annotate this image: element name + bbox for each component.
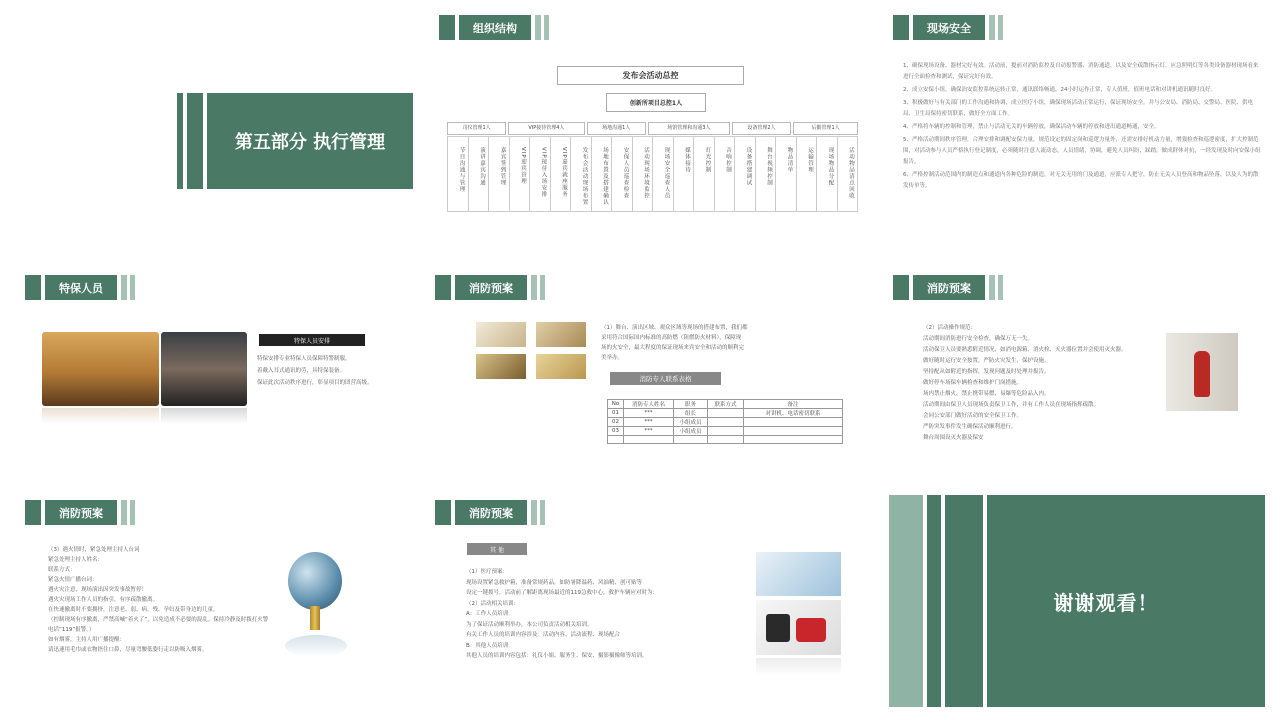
material-photo <box>536 354 586 379</box>
table-header-row <box>608 400 843 409</box>
tag-label: 组织结构 <box>459 15 531 40</box>
td <box>608 436 624 444</box>
td <box>744 436 843 444</box>
text-line: A：工作人员培训 <box>466 611 509 617</box>
extinguisher-icon <box>1194 351 1210 397</box>
duty-cell: 安保人员巡查检查 <box>612 136 633 212</box>
duty-cell: 节目沟通与管理 <box>448 136 469 212</box>
text-line: 着戴入耳式通讯的劳，具特保装备。 <box>257 368 346 374</box>
tag-label: 消防预案 <box>455 275 527 300</box>
paragraph: 1、确保现场设备、器材完好有效。活动前，提前对消防监控及自动报警器、消防通道，以及安全疏散指示灯、应急照明灯等各类设备器材现场看来进行全面检查和测试，保证完好有效。 <box>903 63 1259 80</box>
text-line: 做好停车场保车辆检查和维护门岗措施。 <box>923 380 1023 386</box>
duty-cell: 灯光控制 <box>694 136 715 212</box>
text-line: 现场设置紧急救护箱，准备常规药品，如防暑降温药、风油精、创可贴等 <box>466 579 643 586</box>
text-line: 会同公安部门做好活动的安全保卫工作。 <box>923 413 1023 419</box>
tag-label: 特保人员 <box>45 275 117 300</box>
first-aid-kit-icon <box>796 618 826 642</box>
duty-cell: 舞台视频控制 <box>756 136 777 212</box>
text-line: 如有烟雾，主持人用广播提醒： <box>48 637 126 643</box>
section-tag <box>435 275 545 300</box>
text-line: 采用符合国际国内标准的高防燃（阻燃防火材料），保障现 <box>601 335 742 341</box>
text-line: （控制现场有序撤离，严禁高喊“着火了”，以免造成不必要的混乱。保持冷静及时拨打火警电话“119”报警。） <box>48 617 269 633</box>
text-line: 遇火灾现场工作人员的指引，有序疏散撤离。 <box>48 597 159 603</box>
text-line: B：其他人员培训 <box>466 642 509 649</box>
text-line: 特保安排专业特保人员保障特警制服， <box>257 356 351 362</box>
section-tag <box>25 275 135 300</box>
td: 对讲机、电话密切联系 <box>744 409 843 418</box>
td: 小组成员 <box>674 418 708 427</box>
table-title: 消防专人联系表格 <box>610 372 721 385</box>
text-line: 其他人员的培训内容包括：礼仪小姐、服务生、保安、摄影摄像师等培训。 <box>466 653 648 659</box>
org-group: 后勤管理1人 <box>793 122 858 135</box>
th: 联系方式 <box>708 400 744 409</box>
duty-cell: 嘉宾签到管理 <box>489 136 510 212</box>
material-photo <box>536 322 586 347</box>
text-line: 有关工作人员的培训内容涉及：活动内容、活动流程、现场配合 <box>466 632 621 638</box>
thanks-block <box>987 495 1265 707</box>
org-sub-box: 创新所项目总控1人 <box>606 93 706 112</box>
paragraph: 4、严格将车辆的控制和管理，禁止与活动无关的车辆停放，确保活动车辆的停放和进出通道畅通，安全。 <box>903 124 1160 130</box>
accent-bar <box>945 495 983 707</box>
td <box>708 436 744 444</box>
duty-cell: 设备搭建调试 <box>735 136 756 212</box>
table-row <box>608 409 843 418</box>
text-line: 做好随时运行安全按置，严防火灾发生，保护设施。 <box>923 358 1050 364</box>
duty-cell: VIP迎宾管理 <box>510 136 531 212</box>
security-photo-hall <box>42 332 159 406</box>
tag-label: 消防预案 <box>455 500 527 525</box>
section-label: 特保人员安排 <box>259 334 365 346</box>
tag-label: 消防预案 <box>913 275 985 300</box>
org-groups <box>447 122 858 135</box>
text-line: （1）医疗预案： <box>466 569 508 575</box>
security-photo-agent <box>161 332 247 406</box>
td <box>744 427 843 436</box>
text-line: 场内禁止烟火，禁止携带易燃、易爆等危险品入内。 <box>923 391 1050 397</box>
text-line: 联系方式： <box>48 567 76 573</box>
slide-2[interactable] <box>435 5 865 235</box>
tag-label: 消防预案 <box>45 500 117 525</box>
tag-label: 现场安全 <box>913 15 985 40</box>
text-line: 紧急处理主持人姓名： <box>48 557 104 563</box>
text-line: 遇火灾注意，现场演出因突发事故暂停！ <box>48 587 148 593</box>
org-group: 场地沟通1人 <box>587 122 646 135</box>
text-line: （3）遇火情时，紧急处理主持人台词 <box>48 547 140 553</box>
td: 组长 <box>674 409 708 418</box>
first-aid-photo <box>756 600 841 655</box>
text-line: 设定一键拨号，活动前了解距离现场最近的119急救中心，救护车辆应对时为： <box>466 590 659 596</box>
photo-reflection <box>285 635 347 657</box>
microphone-icon <box>288 552 342 610</box>
section-label: 其 他 <box>467 543 527 555</box>
table-row <box>608 436 843 444</box>
text-line: 场的火安全，最大程度的保证现场来宾安全和活动的顺利完 <box>601 345 745 351</box>
section-title: 第五部分 执行管理 <box>234 132 386 153</box>
slide-5[interactable] <box>435 265 865 480</box>
slide-4[interactable] <box>15 265 425 480</box>
announce-text <box>48 545 273 655</box>
td: 02 <box>608 418 624 427</box>
bag-icon <box>766 614 790 642</box>
slide-8[interactable] <box>435 490 865 715</box>
slide-6[interactable] <box>885 265 1280 480</box>
photo-reflection <box>42 408 159 424</box>
section-tag <box>893 275 1003 300</box>
photo-reflection <box>756 658 841 676</box>
slide-3[interactable] <box>885 5 1280 235</box>
section-tag <box>893 15 1003 40</box>
security-text <box>257 353 417 389</box>
td: 01 <box>608 409 624 418</box>
org-duties <box>447 136 858 212</box>
text-line: 舞台周围设灭火器及保安 <box>923 435 984 441</box>
slide-7[interactable] <box>15 490 425 715</box>
title-block <box>207 93 413 189</box>
th: 消防专人姓名 <box>624 400 674 409</box>
duty-cell: 运输管理 <box>797 136 818 212</box>
duty-cell: VIP嘉宾就座服务 <box>551 136 572 212</box>
contact-table <box>607 399 843 444</box>
text-line: 活动保卫人员要熟悉附近情况，如消电源箱、消火栓、灭火器位置并会使用灭火器。 <box>923 347 1127 353</box>
paragraph: 5、严格活动期间秩序管理，合理安排和调配安保力量，规范设定的固定岗和巡逻力量外，还需安排好机动力量，增强检查和巡逻密度，扩大控制范围，对活动参与人员严格执行登记制度，必须随时注意人流动态，人员情绪，协调，避免人员纠纷，踩踏，做成群体对抗，一经发现及时向安保小组报告。 <box>903 137 1261 165</box>
thanks-title: 谢谢观看！ <box>1053 590 1159 615</box>
text-line: 美举办。 <box>601 355 624 361</box>
th: 职务 <box>674 400 708 409</box>
td <box>624 436 674 444</box>
accent-bar <box>927 495 941 707</box>
intro-text <box>601 323 801 363</box>
duty-cell: 现场安全巡查人员 <box>653 136 674 212</box>
td: 03 <box>608 427 624 436</box>
text-line: 为了保证活动顺利举办，本公司负责活动相关培训。 <box>466 621 593 628</box>
safety-text <box>903 61 1261 192</box>
accent-bar <box>889 495 923 707</box>
material-photo <box>476 354 526 379</box>
material-photo <box>476 322 526 347</box>
text-line: 活动期间由保卫人员现场负责保卫工作，并有工作人员在现场指挥疏散。 <box>923 402 1100 408</box>
org-top-box: 发布会活动总控 <box>557 66 744 85</box>
text-line: （1）舞台、演出区域、观众区域等现场的搭建布置，我们都 <box>601 325 748 331</box>
text-line: 请迅速用毛巾或衣物捂住口鼻，尽量弯腰低姿行走以防吸入烟雾。 <box>48 647 208 653</box>
duty-cell: 音响控制 <box>715 136 736 212</box>
text-line: （2）活动操作规范： <box>923 325 976 331</box>
duty-cell: 场地布置及搭建确认 <box>592 136 613 212</box>
paragraph: 6、严格控制活动范围内的制造点和通道内各种危险的制造，对无关无用的门及通道，应派专人把守，防止无关人员登高和物品坠落，以及人为的散发传单等。 <box>903 172 1259 189</box>
table-row <box>608 427 843 436</box>
paragraph: 2、成立安保小组，确保治安监控系统运转正常，通讯联络畅通，24小时运作正常，专人值班，值班电话和对讲机通讯随时良好。 <box>903 87 1217 93</box>
td: *** <box>624 409 674 418</box>
accent-bar <box>187 93 203 189</box>
duty-cell: 活动现场环境监控 <box>633 136 654 212</box>
microphone-photo <box>282 550 352 632</box>
text-line: 紧急火情广播台词： <box>48 577 98 583</box>
text-line: （2）活动相关培训： <box>466 600 519 607</box>
td: *** <box>624 427 674 436</box>
org-group: VIP接待管理4人 <box>508 122 584 135</box>
extinguisher-photo <box>1166 333 1238 411</box>
text-line: 保证此次活动秩序进行，彰显项目的团营高级。 <box>257 380 373 386</box>
section-tag <box>25 500 135 525</box>
td <box>744 418 843 427</box>
td <box>708 409 744 418</box>
text-line: 活动期间消防进行安全检查，确保万无一失。 <box>923 336 1034 342</box>
accent-bar <box>177 93 183 189</box>
section-tag <box>439 15 549 40</box>
text-line: 坚持配从如附近的指挥，发现问题及时处理并报告。 <box>923 369 1050 375</box>
paragraph: 3、积极做好与有关部门的工作沟通和协调，成立医疗小组，确保现场活动正常运行，保证现场安全。并与公安局、消防局、交警局、医院、供电局、卫生局保持密切联系，做好全方面工作。 <box>903 100 1254 117</box>
section-tag <box>435 500 545 525</box>
org-group: 设备管理2人 <box>732 122 791 135</box>
td <box>708 427 744 436</box>
td: *** <box>624 418 674 427</box>
table-row <box>608 418 843 427</box>
td <box>708 418 744 427</box>
medical-photo <box>756 552 841 596</box>
duty-cell: 媒体接待 <box>674 136 695 212</box>
td <box>674 436 708 444</box>
duty-cell: 现场物品分配 <box>817 136 838 212</box>
other-text <box>466 567 736 662</box>
slide-9[interactable] <box>885 490 1280 715</box>
slide-1[interactable] <box>15 5 425 235</box>
duty-cell: 物品清单 <box>776 136 797 212</box>
org-group: 场馆管理和沟通3人 <box>648 122 730 135</box>
mic-stand <box>310 606 320 630</box>
td: 小组成员 <box>674 427 708 436</box>
org-group: 司仪管理1人 <box>447 122 506 135</box>
text-line: 在快速撤离时不要拥挤，注意老、弱、病、残、孕妇及带身边的儿童。 <box>48 607 219 613</box>
text-line: 严防突发事件发生确保活动顺利进行。 <box>923 424 1017 430</box>
duty-cell: VIP接待入场安排 <box>530 136 551 212</box>
th: 备注 <box>744 400 843 409</box>
duty-cell: 发布会活动现场布置 <box>571 136 592 212</box>
duty-cell: 演讲嘉宾沟通 <box>469 136 490 212</box>
photo-reflection <box>161 408 247 424</box>
procedure-text <box>923 323 1173 444</box>
th: No <box>608 400 624 409</box>
duty-cell: 活动物品清点回收 <box>838 136 859 212</box>
